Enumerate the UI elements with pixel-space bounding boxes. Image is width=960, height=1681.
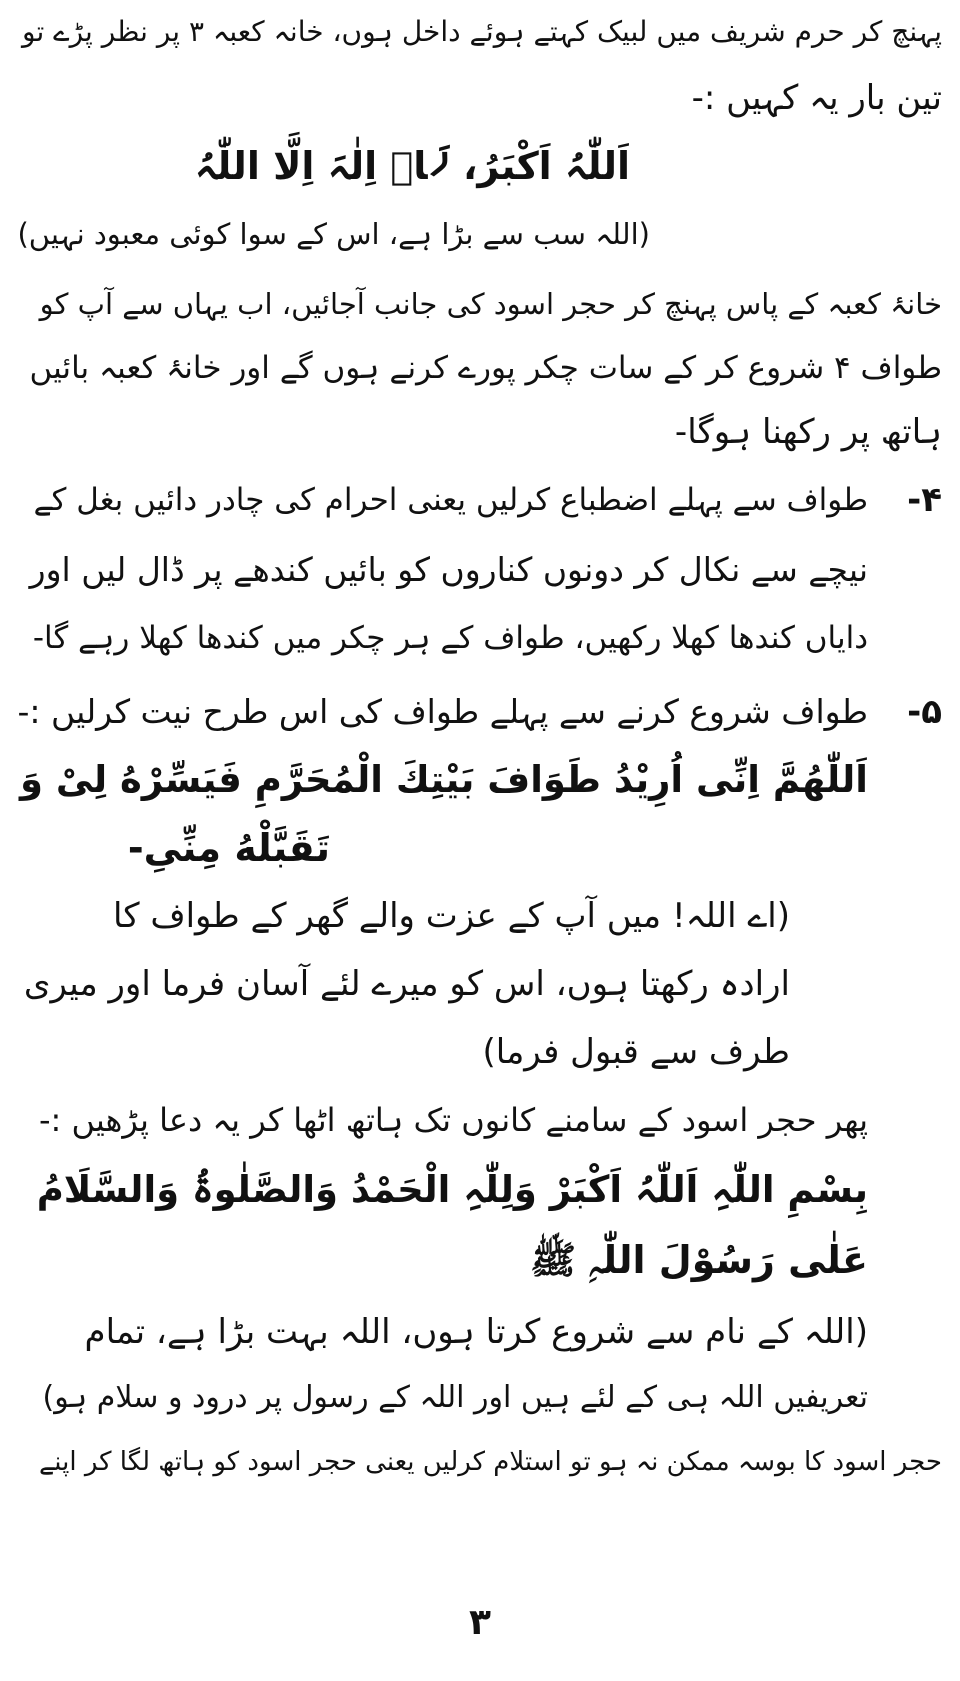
item4-line2: نیچے سے نکال کر دونوں کناروں کو بائیں کندھے پر ڈال لیں اور xyxy=(29,550,868,589)
item4-line1: طواف سے پہلے اضطباع کرلیں یعنی احرام کی چادر دائیں بغل کے xyxy=(33,482,868,518)
hajar-arabic-line2: عَلٰی رَسُوْلَ اللّٰہِ ﷺ xyxy=(530,1238,868,1282)
para2-line2: طواف ۴ شروع کر کے سات چکر پورے کرنے ہوں گے اور خانۂ کعبہ بائیں xyxy=(29,350,942,386)
last-line: حجر اسود کا بوسہ ممکن نہ ہو تو استلام کرلیں یعنی حجر اسود کو ہاتھ لگا کر اپنے xyxy=(39,1447,942,1477)
item5-arabic-line2: تَقَبَّلْهُ مِنِّیِ- xyxy=(127,826,330,870)
item4-line3: دایاں کندھا کھلا رکھیں، طواف کے ہر چکر میں کندھا کھلا رہے گا- xyxy=(32,620,868,656)
takbir-translation: (اللہ سب سے بڑا ہے، اس کے سوا کوئی معبود نہیں) xyxy=(17,217,650,251)
item5-translation-line1: (اے اللہ! میں آپ کے عزت والے گھر کے طواف کا xyxy=(112,896,790,936)
para2-line1: خانۂ کعبہ کے پاس پہنچ کر حجر اسود کی جانب آجائیں، اب یہاں سے آپ کو xyxy=(39,287,942,321)
hajar-intro: پھر حجر اسود کے سامنے کانوں تک ہاتھ اٹھا کر یہ دعا پڑھیں :- xyxy=(38,1101,868,1139)
hajar-arabic-line1: بِسْمِ اللّٰہِ اَللّٰہُ اَکْبَرْ وَلِلّٰہِ الْحَمْدُ وَالصَّلٰوۃُ وَالسَّلَامُ xyxy=(36,1168,868,1211)
para1-line2: تین بار یہ کہیں :- xyxy=(691,78,942,118)
para2-line3: ہاتھ پر رکھنا ہوگا- xyxy=(674,412,942,452)
item5-arabic-line1: اَللّٰھُمَّ اِنِّی اُرِیْدُ طَوَافَ بَیْتِكَ الْمُحَرَّمِ فَیَسِّرْهُ لِیْ وَ xyxy=(19,758,868,801)
hajar-translation-line1: (اللہ کے نام سے شروع کرتا ہوں، اللہ بہت بڑا ہے، تمام xyxy=(84,1312,868,1352)
page-number: ۳ xyxy=(469,1602,491,1643)
para1-line1: پہنچ کر حرم شریف میں لبیک کہتے ہوئے داخل ہوں، خانہ کعبہ ۳ پر نظر پڑے تو xyxy=(22,15,942,48)
item5-number: ۵- xyxy=(907,692,942,732)
item5-translation-line2: ارادہ رکھتا ہوں، اس کو میرے لئے آسان فرما اور میری xyxy=(23,964,790,1004)
item4-number: ۴- xyxy=(907,480,942,520)
item5-translation-line3: طرف سے قبول فرما) xyxy=(482,1032,790,1072)
hajar-translation-line2: تعریفیں اللہ ہی کے لئے ہیں اور اللہ کے رسول پر درود و سلام ہو) xyxy=(42,1380,868,1415)
item5-line1: طواف شروع کرنے سے پہلے طواف کی اس طرح نیت کرلیں :- xyxy=(17,692,868,731)
takbir-arabic: اَللّٰہُ اَکْبَرُ، لَاۤ اِلٰہَ اِلَّا اللّٰہُ xyxy=(194,144,630,188)
